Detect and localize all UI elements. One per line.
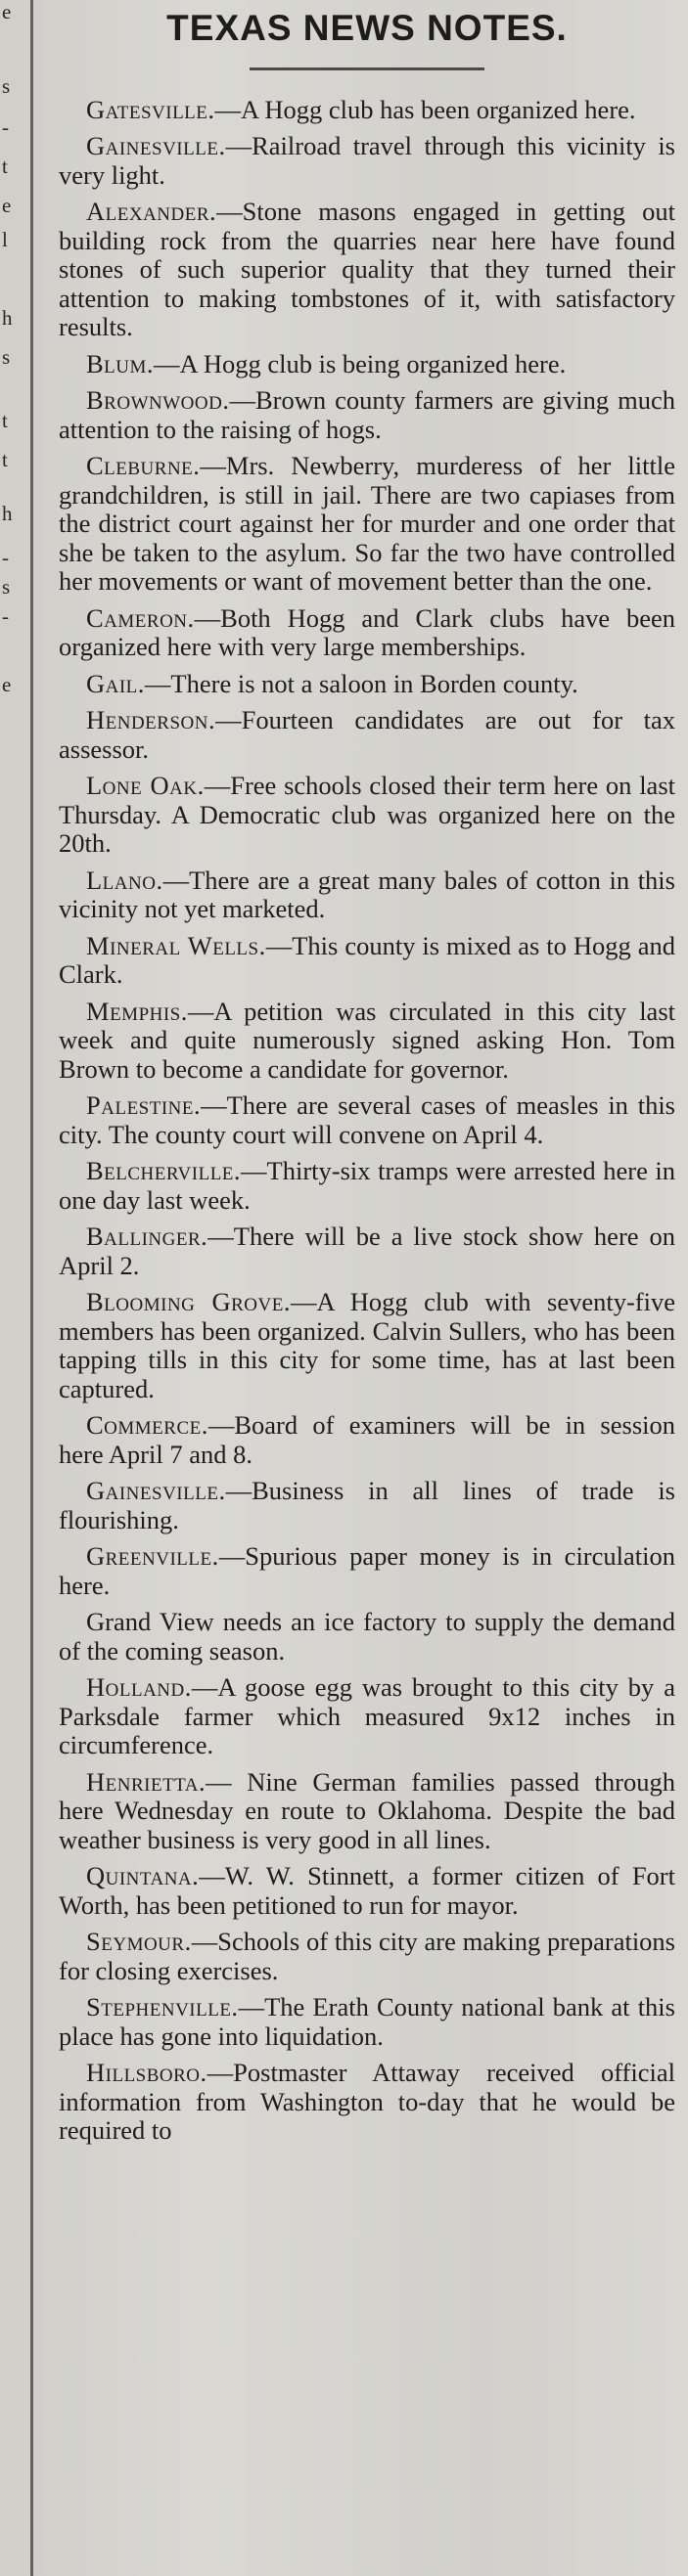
news-item — [59, 1222, 675, 1280]
news-item-text: —The Erath County national bank at this place has gone into liquidation. — [59, 1992, 675, 2051]
news-item-place: Blum. — [86, 348, 155, 378]
left-fragment-char: l — [2, 228, 8, 251]
news-item-text: Grand View needs an ice factory to supply the demand of the coming season. — [59, 1607, 675, 1666]
news-item-text: —Brown county farmers are giving much attention to the raising of hogs. — [59, 385, 675, 444]
news-item-text: —Thirty-six tramps were arrested here in one day last week. — [59, 1156, 675, 1215]
news-item — [59, 1608, 675, 1666]
left-fragment-char: s — [2, 345, 11, 369]
left-fragment-char: s — [2, 575, 11, 599]
news-item — [59, 866, 675, 924]
news-item — [59, 998, 675, 1085]
news-item-text: —A goose egg was brought to this city by a Parksdale farmer which measured 9x12 inches in circumference. — [59, 1672, 675, 1760]
news-item-text: —This county is mixed as to Hogg and Clark. — [59, 930, 675, 990]
news-item-text: —Railroad travel through this vicinity is very light. — [59, 131, 675, 190]
news-item — [59, 2059, 675, 2146]
left-column-fragments — [0, 0, 22, 2576]
news-item-place: Llano. — [86, 865, 163, 895]
news-item — [59, 1091, 675, 1149]
news-item — [59, 198, 675, 342]
news-item-text: —W. W. Stinnett, a former citizen of Fort Worth, has been petitioned to run for mayor. — [59, 1861, 675, 1920]
news-item — [59, 1768, 675, 1855]
news-item-text: —Stone masons engaged in getting out building rock from the quarries near here have found stones of such superior quality that they turned their attention to making tombstones of it, with satisfactory results. — [59, 197, 675, 342]
column-divider — [30, 0, 33, 2576]
news-item-place: Cleburne. — [86, 451, 201, 481]
news-item-place: Gainesville. — [86, 131, 226, 161]
left-fragment-char: h — [2, 306, 13, 330]
left-fragment-char: h — [2, 502, 13, 525]
news-item-place: Henrietta. — [86, 1766, 206, 1797]
news-item-text: —Spurious paper money is in circulation here. — [59, 1541, 675, 1600]
news-item-text: —There will be a live stock show here on April 2. — [59, 1221, 675, 1280]
left-fragment-char: - — [2, 546, 9, 569]
news-item-text: —There are several cases of measles in this city. The county court will convene on April 4. — [59, 1090, 675, 1149]
news-item — [59, 706, 675, 764]
news-item-place: Belcherville. — [86, 1156, 242, 1186]
left-fragment-char: t — [2, 448, 8, 471]
news-item — [59, 1157, 675, 1215]
news-item — [59, 1673, 675, 1760]
news-item — [59, 452, 675, 597]
news-column — [59, 10, 675, 2154]
news-item-place: Henderson. — [86, 705, 216, 735]
news-item — [59, 1542, 675, 1600]
news-item-place: Brownwood. — [86, 385, 230, 416]
news-item-place: Lone Oak. — [86, 771, 205, 801]
news-item — [59, 132, 675, 190]
news-item — [59, 1477, 675, 1534]
left-fragment-char: - — [2, 115, 9, 139]
news-item-place: Mineral Wells. — [86, 930, 266, 960]
news-item-text: —Board of examiners will be in session here April 7 and 8. — [59, 1410, 675, 1469]
left-fragment-char: - — [2, 604, 9, 628]
news-item-place: Gail. — [86, 668, 145, 698]
news-item — [59, 932, 675, 990]
news-item-place: Commerce. — [86, 1410, 208, 1441]
news-item-text: —A Hogg club has been organized here. — [214, 94, 636, 124]
news-item — [59, 670, 675, 699]
news-item — [59, 604, 675, 662]
news-item — [59, 1862, 675, 1920]
news-item-text: —Both Hogg and Clark clubs have been organized here with very large memberships. — [59, 602, 675, 662]
headline-rule — [250, 67, 484, 70]
news-item-text: —A Hogg club is being organized here. — [154, 348, 567, 378]
news-item-place: Cameron. — [86, 602, 195, 633]
news-item-place: Holland. — [86, 1672, 192, 1703]
left-fragment-char: s — [2, 74, 11, 98]
news-item — [59, 386, 675, 444]
news-item-text: —Fourteen candidates are out for tax assessor. — [59, 705, 675, 764]
news-item — [59, 1928, 675, 1985]
news-item-place: Hillsboro. — [86, 2058, 207, 2088]
news-item — [59, 1411, 675, 1469]
news-item-place: Greenville. — [86, 1541, 219, 1572]
headline: TEXAS NEWS NOTES. — [166, 8, 568, 48]
news-item-place: Gainesville. — [86, 1476, 226, 1506]
news-item-text: —Schools of this city are making preparations for closing exercises. — [59, 1927, 675, 1985]
news-item-place: Ballinger. — [86, 1221, 208, 1252]
left-fragment-char: e — [2, 0, 12, 23]
news-item-place: Quintana. — [86, 1861, 200, 1891]
news-item — [59, 350, 675, 379]
news-item — [59, 1993, 675, 2051]
left-fragment-char: t — [2, 155, 8, 178]
left-fragment-char: e — [2, 673, 12, 696]
news-items-list — [59, 96, 675, 2146]
news-item-text: —Free schools closed their term here on last Thursday. A Democratic club was organized here on the 20th. — [59, 771, 675, 859]
news-item-text: —There are a great many bales of cotton in this vicinity not yet marketed. — [59, 865, 675, 924]
news-item-text: —Mrs. Newberry, murderess of her little grandchildren, is still in jail. There are two capiases from the district court against her for murder and one order that she be taken to the asylum. So far the two have controlled her movements or want of movement better than the one. — [59, 451, 675, 597]
news-item-text: — Nine German families passed through here Wednesday en route to Oklahoma. Despite the bad weather business is very good in all lines. — [59, 1766, 675, 1854]
news-item — [59, 96, 675, 125]
news-item-place: Stephenville. — [86, 1992, 239, 2022]
news-item — [59, 1288, 675, 1403]
news-item-place: Palestine. — [86, 1090, 202, 1121]
news-item-text: —There is not a saloon in Borden county. — [144, 668, 578, 698]
news-item-place: Memphis. — [86, 996, 188, 1026]
left-fragment-char: e — [2, 194, 12, 217]
news-item-place: Blooming Grove. — [86, 1287, 291, 1317]
left-fragment-char: t — [2, 409, 8, 432]
news-item-place: Alexander. — [86, 197, 217, 227]
news-item — [59, 772, 675, 859]
news-item-text: —A petition was circulated in this city last week and quite numerously signed asking Hon. Tom Brown to become a candidate for governor. — [59, 996, 675, 1084]
news-item-text: —Business in all lines of trade is flourishing. — [59, 1476, 675, 1534]
news-item-text: —Postmaster Attaway received official information from Washington to-day that he would be required to — [59, 2058, 675, 2146]
news-item-place: Gatesville. — [86, 94, 215, 124]
news-item-place: Seymour. — [86, 1927, 192, 1957]
news-item-text: —A Hogg club with seventy-five members has been organized. Calvin Sullers, who has been tapping tills in this city for some time, has at last been captured. — [59, 1287, 676, 1403]
